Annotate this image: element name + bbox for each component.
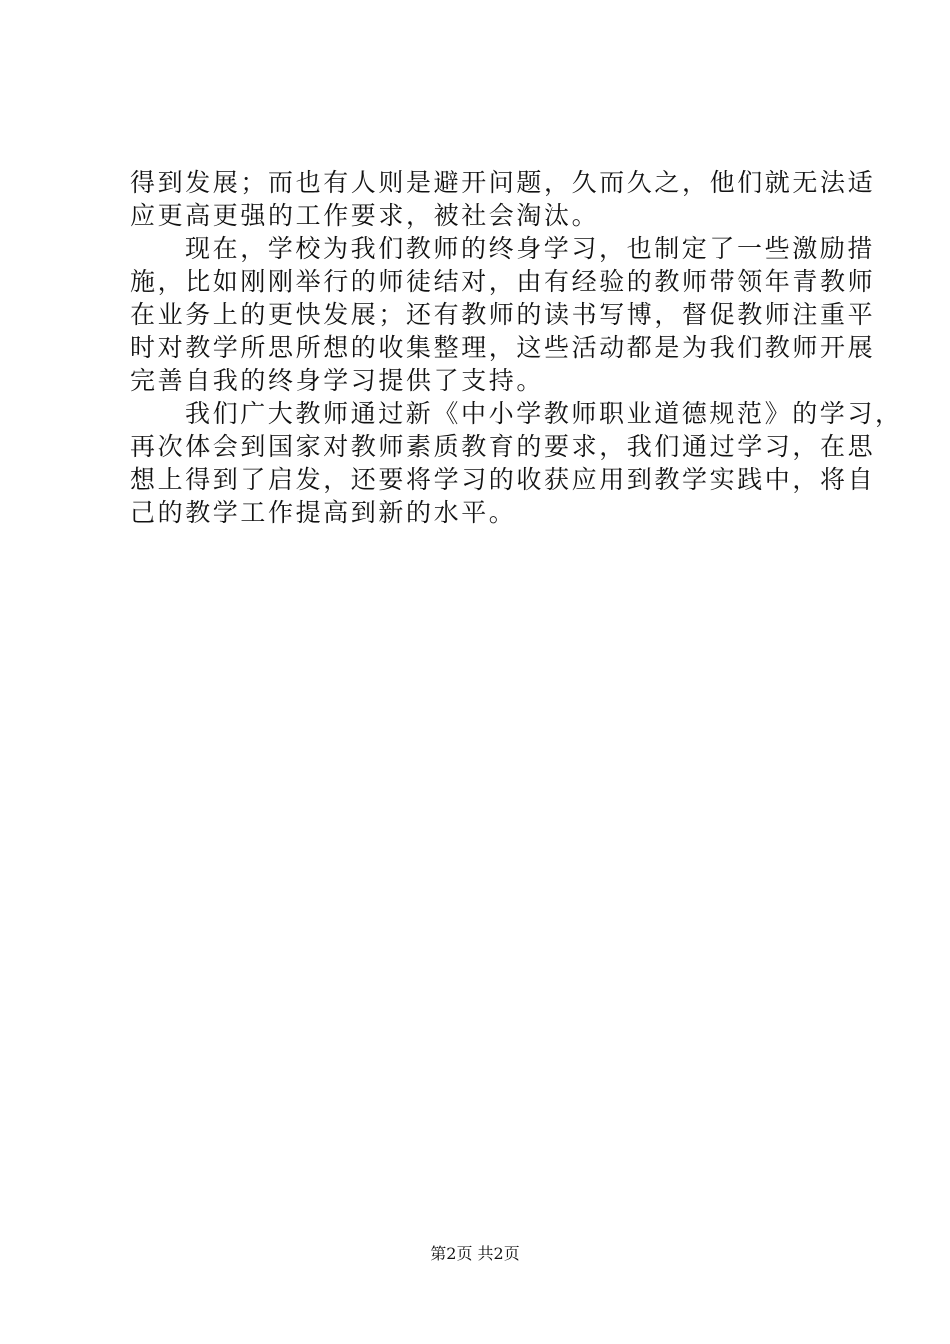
paragraph-line: 应更高更强的工作要求，被社会淘汰。	[130, 201, 600, 230]
paragraph-line: 时对教学所思所想的收集整理，这些活动都是为我们教师开展	[130, 333, 876, 362]
paragraph-line: 得到发展；而也有人则是避开问题，久而久之，他们就无法适	[130, 168, 876, 197]
paragraph-line: 己的教学工作提高到新的水平。	[130, 498, 517, 527]
paragraph-2	[130, 232, 876, 397]
paragraph-line: 再次体会到国家对教师素质教育的要求，我们通过学习，在思	[130, 432, 876, 461]
paragraph-line: 现在，学校为我们教师的终身学习，也制定了一些激励措	[185, 234, 876, 263]
paragraph-line: 完善自我的终身学习提供了支持。	[130, 366, 545, 395]
paragraph-line: 在业务上的更快发展；还有教师的读书写博，督促教师注重平	[130, 300, 876, 329]
paragraph-3	[130, 397, 903, 529]
paragraph-line: 想上得到了启发，还要将学习的收获应用到教学实践中，将自	[130, 465, 876, 494]
page-number-footer: 第2页 共2页	[430, 1244, 520, 1263]
paragraph-line: 施，比如刚刚举行的师徒结对，由有经验的教师带领年青教师	[130, 267, 876, 296]
paragraph-1	[130, 166, 876, 232]
paragraph-line: 我们广大教师通过新《中小学教师职业道德规范》的学习，	[185, 399, 903, 428]
document-body	[130, 166, 903, 529]
